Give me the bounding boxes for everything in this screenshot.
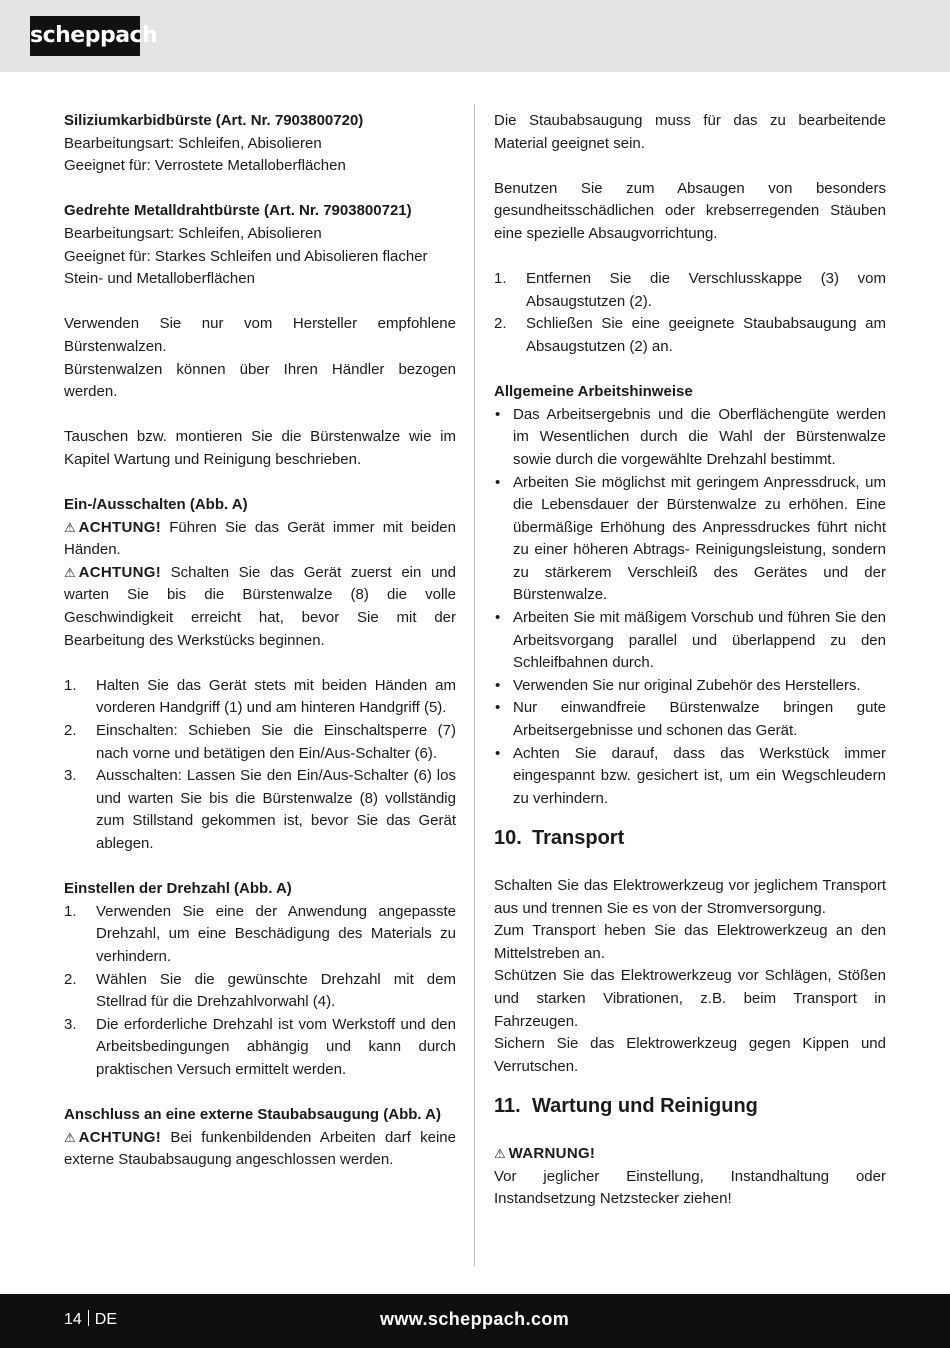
list-item: 2. Wählen Sie die gewünschte Drehzahl mit dem Stellrad für die Drehzahlvorwahl (4). <box>64 970 456 1011</box>
paragraph-transport: Schützen Sie das Elektrowerkzeug vor Schlägen, Stößen und starken Vibrationen, z.B. beim Transport in Fahrzeugen. <box>494 967 886 1030</box>
speed-steps-list <box>64 901 456 1082</box>
warning-label: ACHTUNG! <box>78 563 162 581</box>
dust-steps-list <box>494 268 886 358</box>
header-bar <box>0 0 950 72</box>
list-item: • Verwenden Sie nur original Zubehör des Herstellers. <box>495 676 861 694</box>
paragraph-transport: Schalten Sie das Elektrowerkzeug vor jeglichem Transport aus und trennen Sie es von der Stromversorgung. <box>494 877 886 917</box>
warning-text: Schalten Sie das Gerät zuerst ein und warten Sie bis die Bürstenwalze (8) die volle Geschwindigkeit erreicht hat, bevor Sie mit der Bearbeitung des Werkstücks beginnen. <box>64 563 456 649</box>
warning-paragraph <box>64 517 456 562</box>
section-title-dust: Anschluss an eine externe Staubabsaugung (Abb. A) <box>64 1106 442 1124</box>
warning-label: WARNUNG! <box>508 1144 596 1162</box>
brush-2-title: Gedrehte Metalldrahtbürste (Art. Nr. 7903800721) <box>64 202 412 220</box>
paragraph-transport: Sichern Sie das Elektrowerkzeug gegen Kippen und Verrutschen. <box>494 1035 886 1075</box>
list-item: 1. Verwenden Sie eine der Anwendung angepasste Drehzahl, um eine Beschädigung des Materials zu verhindern. <box>64 902 456 965</box>
brush-1-suitable: Geeignet für: Verrostete Metalloberflächen <box>64 157 346 175</box>
brush-1-processing: Bearbeitungsart: Schleifen, Abisolieren <box>64 134 322 152</box>
list-item: 3. Die erforderliche Drehzahl ist vom Werkstoff und den Arbeitsbedingungen abhängig und kann durch praktischen Versuch ermittelt werden. <box>64 1015 456 1078</box>
column-divider <box>474 104 475 1266</box>
list-item: 2. Schließen Sie eine geeignete Staubabsaugung am Absaugstutzen (2) an. <box>494 315 886 355</box>
paragraph-special-extraction: Benutzen Sie zum Absaugen von besonders gesundheitsschädlichen oder krebserregenden Stäuben eine spezielle Absaugvorrichtung. <box>494 179 886 242</box>
list-item: 1. Entfernen Sie die Verschlusskappe (3) vom Absaugstutzen (2). <box>494 270 886 310</box>
list-item: 3. Ausschalten: Lassen Sie den Ein/Aus-Schalter (6) los und warten Sie bis die Bürstenwalze (8) vollständig zum Stillstand gekommen ist, bevor Sie das Gerät ablegen. <box>64 767 456 852</box>
list-item: 1. Halten Sie das Gerät stets mit beiden Händen am vorderen Handgriff (1) und am hinteren Handgriff (5). <box>64 676 456 717</box>
list-item: • Arbeiten Sie mit mäßigem Vorschub und führen Sie den Arbeitsvorgang parallel und überlappend zu den Schleifbahnen durch. <box>495 609 886 672</box>
list-item: 2. Einschalten: Schieben Sie die Einschaltsperre (7) nach vorne und betätigen den Ein/Aus-Schalter (6). <box>64 722 456 762</box>
switch-steps-list <box>64 675 456 856</box>
general-notes-list <box>494 404 886 811</box>
list-item: • Nur einwandfreie Bürstenwalze bringen gute Arbeitsergebnisse und schonen das Gerät. <box>495 699 886 740</box>
warning-triangle-icon: ⚠ <box>64 1129 76 1145</box>
left-column <box>64 110 456 1172</box>
paragraph-suitable-material: Die Staubabsaugung muss für das zu bearbeitende Material geeignet sein. <box>494 112 886 152</box>
footer-bar <box>0 1294 950 1348</box>
chapter-heading-maintenance: 11. Wartung und Reinigung <box>494 1095 758 1118</box>
warning-heading <box>494 1143 886 1166</box>
paragraph-manufacturer: Verwenden Sie nur vom Hersteller empfohlene Bürstenwalzen. <box>64 315 456 355</box>
brush-1-title: Siliziumkarbidbürste (Art. Nr. 7903800720) <box>64 112 364 129</box>
warning-paragraph <box>64 1127 456 1172</box>
warning-label: ACHTUNG! <box>78 1128 162 1146</box>
scheppach-logo: scheppach <box>30 16 140 56</box>
warning-paragraph <box>64 562 456 652</box>
warning-label: ACHTUNG! <box>78 518 162 536</box>
warning-triangle-icon: ⚠ <box>64 564 76 580</box>
section-title-general: Allgemeine Arbeitshinweise <box>494 383 693 401</box>
page-number: 14 DE <box>64 1311 118 1328</box>
paragraph-transport: Zum Transport heben Sie das Elektrowerkzeug an den Mittelstreben an. <box>494 922 886 962</box>
right-column <box>494 110 886 1211</box>
paragraph-replace: Tauschen bzw. montieren Sie die Bürstenwalze wie im Kapitel Wartung und Reinigung beschrieben. <box>64 428 456 468</box>
list-item: • Das Arbeitsergebnis und die Oberflächengüte werden im Wesentlichen durch die Wahl der Bürstenwalze sowie durch die vorgewählte Drehzahl bestimmt. <box>495 405 886 468</box>
section-title-switch: Ein-/Ausschalten (Abb. A) <box>64 496 248 514</box>
paragraph-maintenance: Vor jeglicher Einstellung, Instandhaltung oder Instandsetzung Netzstecker ziehen! <box>494 1167 886 1208</box>
website-link[interactable]: www.scheppach.com <box>380 1309 570 1329</box>
warning-text: Bei funkenbildenden Arbeiten darf keine externe Staubabsaugung angeschlossen werden. <box>64 1128 456 1169</box>
list-item: • Arbeiten Sie möglichst mit geringem Anpressdruck, um die Lebensdauer der Bürstenwalze zu erhöhen. Eine übermäßige Erhöhung des Anpressdruckes führt nicht zu einer höheren Abtrags- Reinigungsleistung, sondern zu stärkerem Verschleiß des Gerätes und der Bürstenwalze. <box>495 473 886 604</box>
warning-triangle-icon: ⚠ <box>494 1145 506 1161</box>
section-title-speed: Einstellen der Drehzahl (Abb. A) <box>64 880 292 898</box>
brush-2-suitable: Geeignet für: Starkes Schleifen und Abisolieren flacher Stein- und Metalloberflächen <box>64 247 428 288</box>
list-item: • Achten Sie darauf, dass das Werkstück immer eingespannt bzw. gesichert ist, um ein Wegschleudern zu verhindern. <box>495 744 886 807</box>
chapter-heading-transport: 10. Transport <box>494 827 625 850</box>
brush-2-processing: Bearbeitungsart: Schleifen, Abisolieren <box>64 224 322 242</box>
warning-text: Führen Sie das Gerät immer mit beiden Händen. <box>64 518 456 559</box>
warning-triangle-icon: ⚠ <box>64 519 76 535</box>
paragraph-dealer: Bürstenwalzen können über Ihren Händler bezogen werden. <box>64 360 456 401</box>
